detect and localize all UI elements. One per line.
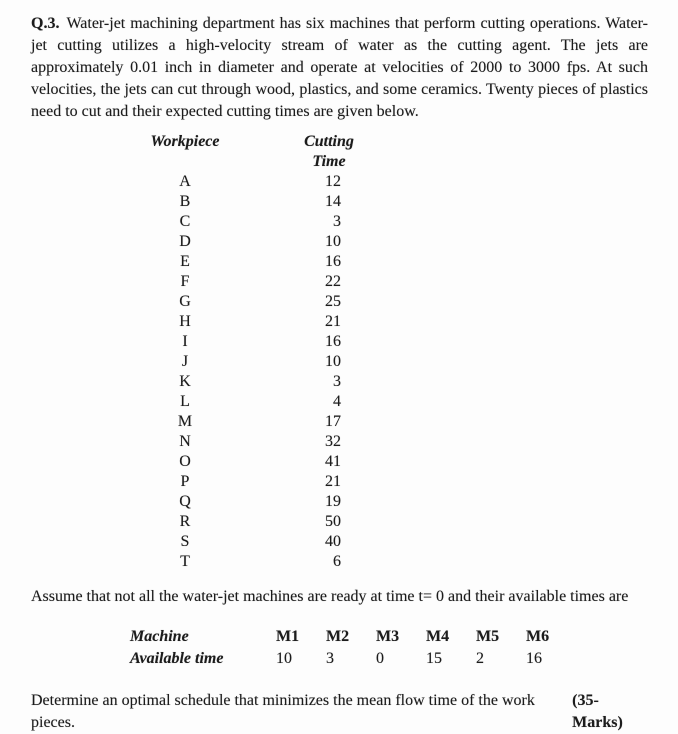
cutting-time-cell: 40: [325, 533, 341, 550]
workpiece-cell: J: [181, 353, 189, 370]
machine-name-cell: M6: [526, 628, 550, 645]
cutting-time-cell: 21: [325, 313, 341, 330]
cutting-table-row: [146, 552, 678, 572]
workpiece-cell: G: [179, 293, 191, 310]
machine-name-cell: M1: [276, 628, 300, 645]
cutting-table-row: [146, 372, 678, 392]
cutting-time-cell: 21: [325, 473, 341, 490]
cutting-time-cell: 32: [325, 433, 341, 450]
machine-name-cell: M3: [376, 628, 400, 645]
cutting-time-cell: 25: [325, 293, 341, 310]
cutting-table-row: [146, 172, 678, 192]
workpiece-cell: O: [179, 453, 191, 470]
available-time-cell: 15: [426, 650, 442, 667]
closing-line: [31, 690, 648, 734]
cutting-table-row: [146, 392, 678, 412]
workpiece-cell: C: [179, 213, 191, 230]
available-time-row: [130, 648, 678, 670]
workpiece-cell: K: [179, 373, 191, 390]
cutting-time-cell: 22: [325, 273, 341, 290]
machine-name-cell: M2: [326, 628, 350, 645]
cutting-table-row: [146, 512, 678, 532]
cutting-table-row: [146, 212, 678, 232]
workpiece-cell: R: [179, 513, 191, 530]
cutting-table-row: [146, 332, 678, 352]
machine-name-cell: M5: [476, 628, 500, 645]
question-intro-text: Water-jet machining department has six machines that perform cutting operations. Water-jet cutting utilizes a high-velocity stream of water as the cutting agent. The jets are approximately 0.01 inch in diameter and operate at velocities of 2000 to 3000 fps. At such velocities, the jets can cut through wood, plastics, and some ceramics. Twenty pieces of plastics need to cut and their expected cutting times are given below.: [31, 15, 648, 120]
question-number: Q.3.: [31, 15, 60, 32]
cutting-table-row: [146, 192, 678, 212]
cutting-table-row: [146, 232, 678, 252]
cutting-table-body: [146, 172, 678, 572]
cutting-time-cell: 3: [333, 213, 341, 230]
machine-availability-table: [130, 626, 678, 670]
workpiece-cell: B: [179, 193, 191, 210]
cutting-time-cell: 17: [325, 413, 341, 430]
workpiece-cell: H: [179, 313, 191, 330]
machine-header-row: [130, 626, 678, 648]
cutting-time-table: [146, 132, 678, 572]
cutting-time-column-header: Cutting Time: [304, 133, 354, 170]
cutting-table-header-row: [146, 132, 678, 172]
cutting-table-row: [146, 532, 678, 552]
closing-instruction: Determine an optimal schedule that minimizes the mean flow time of the work pieces.: [31, 692, 535, 731]
workpiece-cell: Q: [179, 493, 191, 510]
workpiece-cell: T: [180, 553, 190, 570]
cutting-table-row: [146, 312, 678, 332]
workpiece-cell: A: [179, 173, 191, 190]
cutting-time-cell: 10: [325, 233, 341, 250]
cutting-time-cell: 16: [325, 333, 341, 350]
available-time-row-label: Available time: [130, 650, 224, 667]
workpiece-cell: D: [179, 233, 191, 250]
cutting-table-row: [146, 492, 678, 512]
workpiece-cell: E: [180, 253, 190, 270]
cutting-table-row: [146, 432, 678, 452]
cutting-time-cell: 10: [325, 353, 341, 370]
available-time-cell: 10: [276, 650, 292, 667]
cutting-time-cell: 4: [333, 393, 341, 410]
cutting-time-cell: 16: [325, 253, 341, 270]
cutting-time-cell: 6: [333, 553, 341, 570]
workpiece-cell: F: [180, 273, 190, 290]
marks-badge: (35-Marks): [572, 692, 623, 731]
available-time-cell: 0: [376, 650, 384, 667]
cutting-time-cell: 50: [325, 513, 341, 530]
question-paragraph: [31, 13, 648, 123]
cutting-table-row: [146, 252, 678, 272]
cutting-table-row: [146, 352, 678, 372]
machine-row-label: Machine: [130, 628, 189, 645]
cutting-table-row: [146, 412, 678, 432]
cutting-time-cell: 3: [333, 373, 341, 390]
cutting-table-row: [146, 452, 678, 472]
cutting-table-row: [146, 472, 678, 492]
machine-name-cell: M4: [426, 628, 450, 645]
available-time-cell: 3: [326, 650, 334, 667]
workpiece-cell: L: [180, 393, 190, 410]
cutting-time-cell: 19: [325, 493, 341, 510]
workpiece-cell: P: [180, 473, 190, 490]
workpiece-cell: S: [180, 533, 190, 550]
cutting-time-cell: 12: [325, 173, 341, 190]
workpiece-cell: M: [177, 413, 193, 430]
workpiece-column-header: Workpiece: [150, 133, 220, 150]
assumption-text: Assume that not all the water-jet machines are ready at time t= 0 and their available times are: [31, 588, 629, 605]
cutting-table-row: [146, 292, 678, 312]
workpiece-cell: I: [182, 333, 188, 350]
cutting-time-cell: 41: [325, 453, 341, 470]
workpiece-cell: N: [179, 433, 191, 450]
available-time-cell: 16: [526, 650, 542, 667]
cutting-time-cell: 14: [325, 193, 341, 210]
cutting-table-row: [146, 272, 678, 292]
available-time-cell: 2: [476, 650, 484, 667]
